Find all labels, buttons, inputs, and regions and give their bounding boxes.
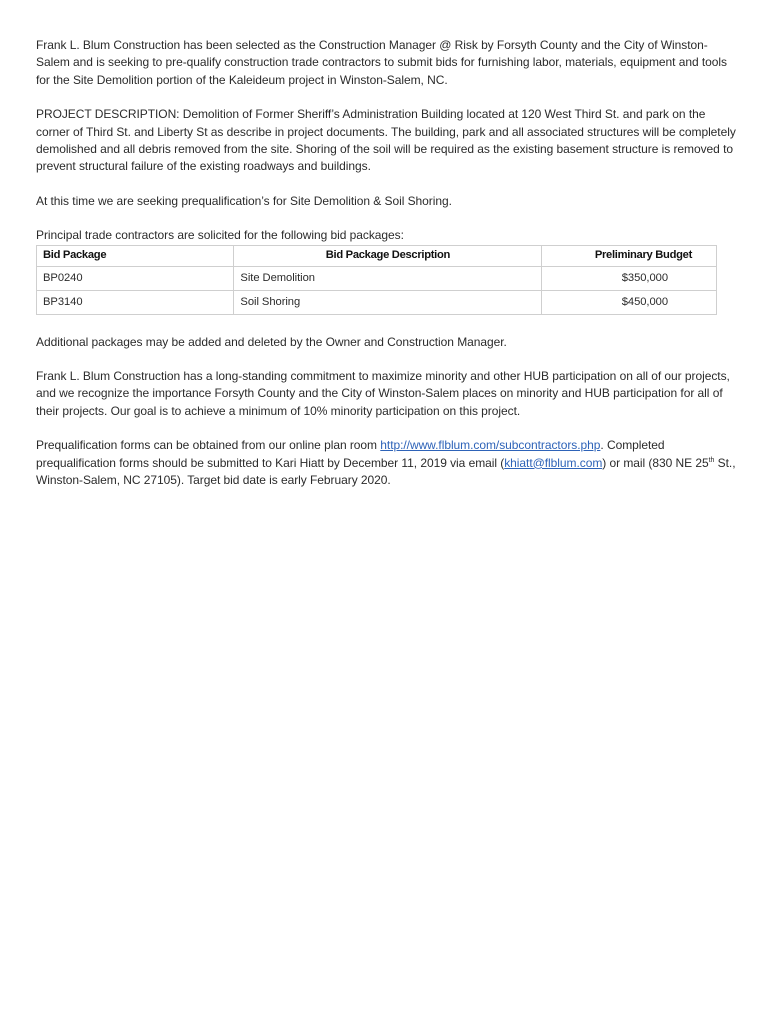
intro-paragraph: Frank L. Blum Construction has been selected as the Construction Manager @ Risk by Forsyth County and the City of Winston-Salem and is seeking to pre-qualify construction trade contractors to submit bids for furnishing labor, materials, equipment and tools for the Site Demolition portion of the Kaleideum project in Winston-Salem, NC. [36, 38, 727, 87]
prequal-text-1: Prequalification forms can be obtained from our online plan room [36, 438, 381, 453]
project-description-paragraph: PROJECT DESCRIPTION: Demolition of Former Sheriff’s Administration Building located at 120 West Third St. and park on the corner of Third St. and Liberty St as describe in project documents. The building, park and all associated structures will be completely demolished and all debris removed from the site. Shoring of the soil will be required as the existing basement structure is removed to prevent structural failure of the existing roadways and buildings. [36, 107, 736, 174]
additional-packages-paragraph: Additional packages may be added and deleted by the Owner and Construction Manager. [36, 334, 507, 349]
table-header-row [37, 245, 717, 266]
bid-package-cell: BP3140 [37, 290, 234, 314]
bid-table-caption: Principal trade contractors are solicited for the following bid packages: [36, 228, 404, 243]
table-row [37, 266, 717, 290]
bid-packages-table [36, 245, 717, 315]
prequal-text-2: . Completed prequalification forms should be submitted to Kari Hiatt by December 11, 2019 via email ( [36, 438, 665, 470]
seeking-paragraph: At this time we are seeking prequalification’s for Site Demolition & Soil Shoring. [36, 193, 452, 208]
bid-package-cell: BP0240 [37, 266, 234, 290]
prequal-text-4: St., Winston-Salem, NC 27105). Target bid date is early February 2020. [36, 455, 736, 488]
plan-room-link[interactable]: http://www.flblum.com/subcontractors.php [380, 438, 601, 453]
header-bid-package-description: Bid Package Description [234, 245, 542, 266]
table-row [37, 290, 717, 314]
budget-cell: $450,000 [542, 290, 717, 314]
document-page [36, 37, 736, 507]
header-preliminary-budget: Preliminary Budget [542, 245, 717, 266]
description-cell: Site Demolition [234, 266, 542, 290]
email-link[interactable]: khiatt@flblum.com [504, 455, 603, 470]
ordinal-suffix: th [708, 456, 715, 464]
hub-participation-paragraph: Frank L. Blum Construction has a long-standing commitment to maximize minority and other HUB participation on all of our projects, and we recognize the importance Forsyth County and the City of Winston-Salem places on minority and HUB participation for all of their projects. Our goal is to achieve a minimum of 10% minority participation on this project. [36, 369, 730, 418]
prequalification-paragraph [36, 437, 736, 489]
prequal-text-3: ) or mail (830 NE 25 [602, 455, 709, 470]
header-bid-package: Bid Package [37, 245, 234, 266]
description-cell: Soil Shoring [234, 290, 542, 314]
budget-cell: $350,000 [542, 266, 717, 290]
